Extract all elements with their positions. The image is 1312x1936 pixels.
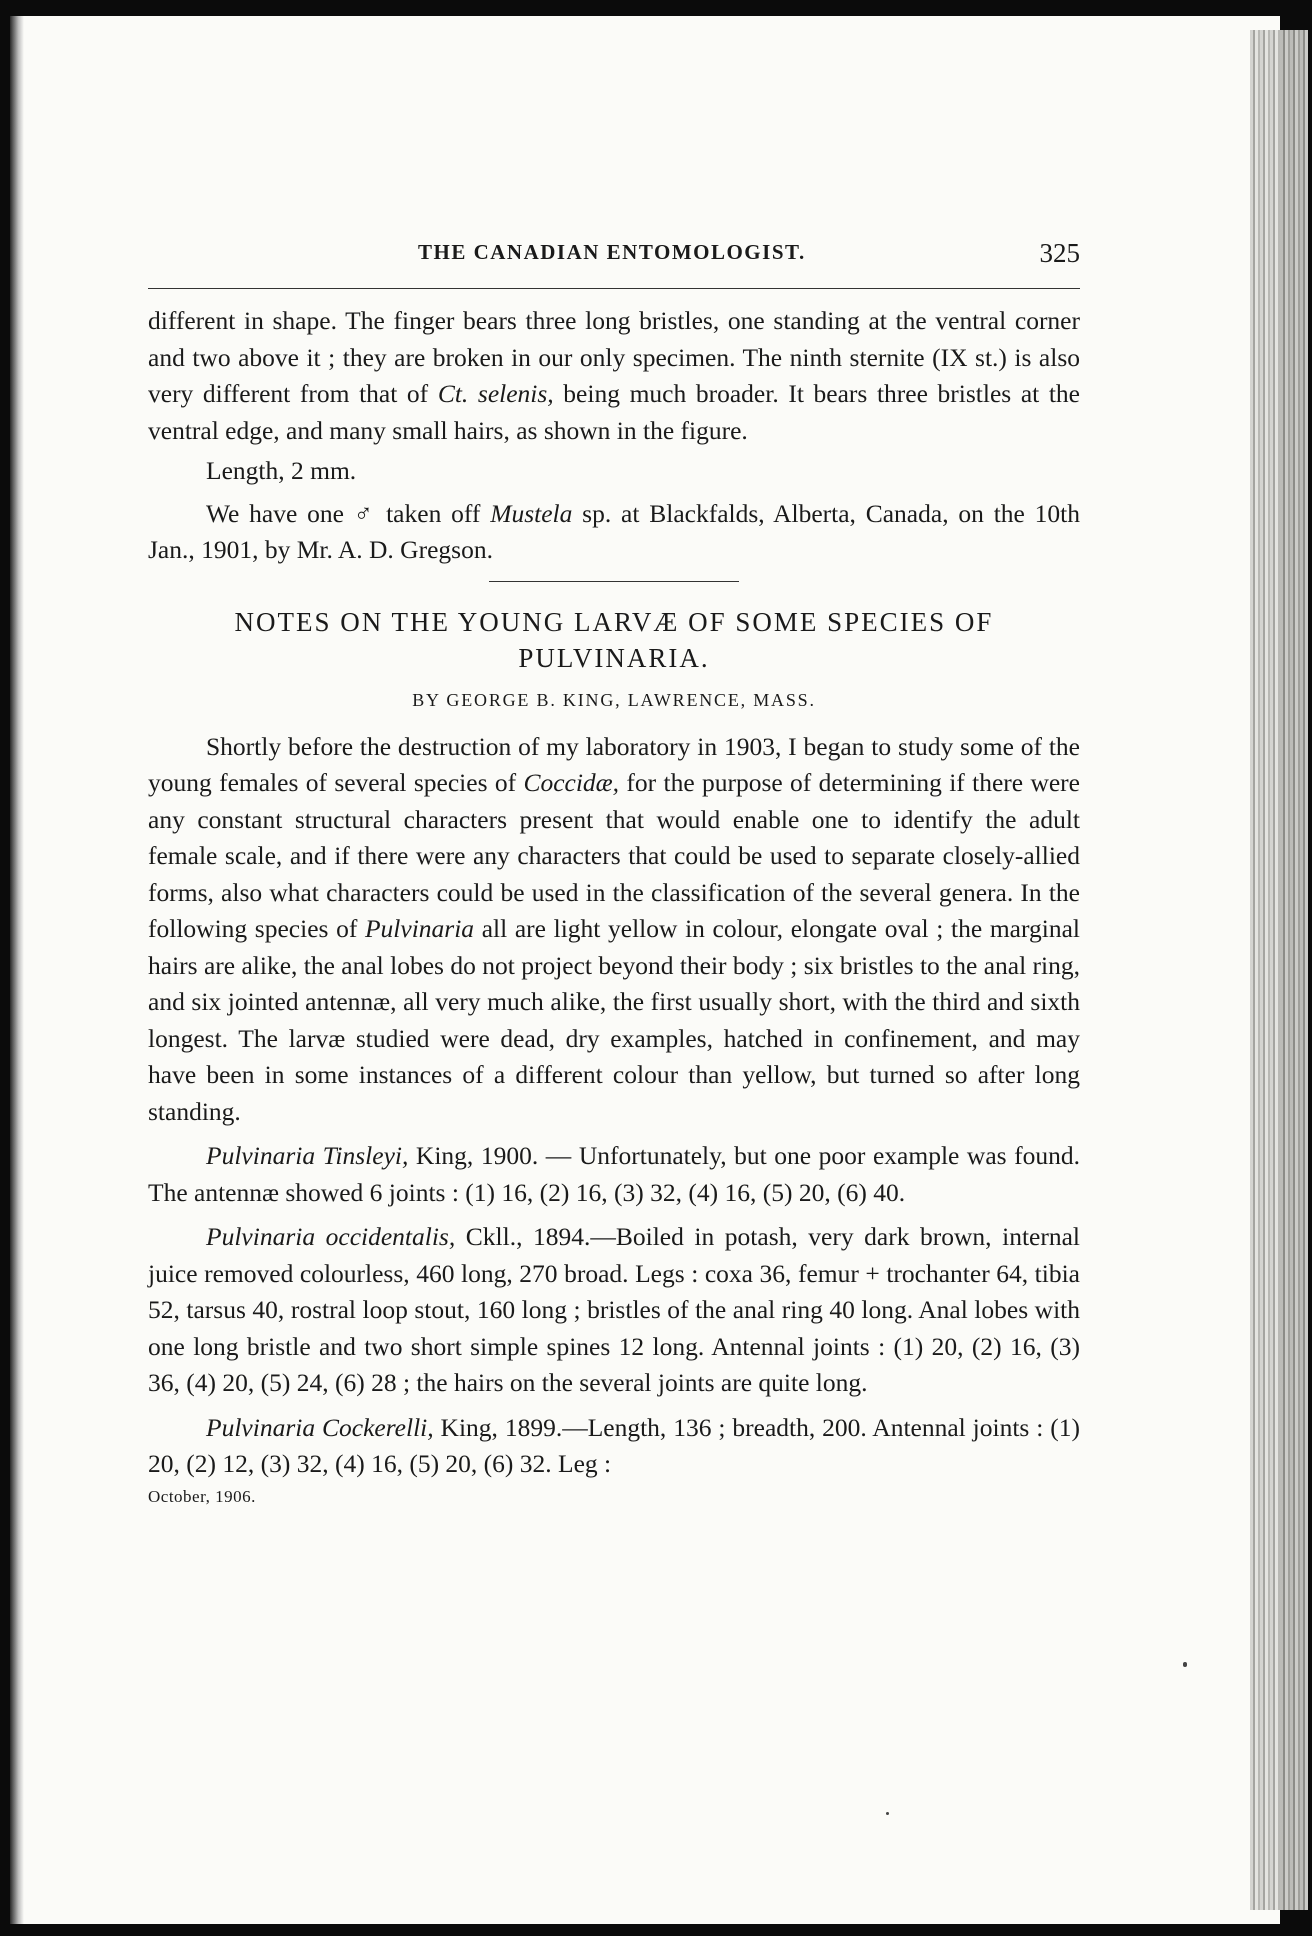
continuation-paragraph: different in shape. The finger bears three long bristles, one standing at the ventral corner and two above it ; they are broken in our only specimen. The ninth sternite (IX st.) is also very different from that of Ct. selenis, being much broader. It bears three bristles at the ventral edge, and many small hairs, as shown in the figure. — [148, 306, 1081, 445]
page-number: 325 — [1039, 238, 1080, 268]
document-page — [148, 232, 1080, 1507]
running-head — [148, 232, 1080, 272]
species-paragraph-tinsleyi: Pulvinaria Tinsleyi, King, 1900. — Unfortunately, but one poor example was found. The antennæ showed 6 joints : (1) 16, (2) 16, (3) 32, (4) 16, (5) 20, (6) 40. — [148, 1141, 1080, 1207]
scan-speck — [886, 1812, 889, 1815]
species-paragraph-occidentalis: Pulvinaria occidentalis, Ckll., 1894.—Boiled in potash, very dark brown, internal juice removed colourless, 460 long, 270 broad. Legs : coxa 36, femur + trochanter 64, tibia 52, tarsus 40, rostral loop stout, 160 long ; bristles of the anal ring 40 long. Anal lobes with one long bristle and two short simple spines 12 long. Antennal joints : (1) 20, (2) 16, (3) 36, (4) 20, (5) 24, (6) 28 ; the hairs on the several joints are quite long. — [148, 1222, 1080, 1397]
species-name: Pulvinaria occidentalis, — [206, 1222, 456, 1251]
signature-date: October, 1906. — [148, 1486, 256, 1506]
journal-title: THE CANADIAN ENTOMOLOGIST. — [418, 240, 806, 264]
header-rule — [148, 288, 1080, 289]
host-italic: Mustela — [490, 498, 573, 528]
scan-speck — [1183, 1662, 1187, 1667]
page-edge-stack — [1250, 30, 1308, 1910]
section-divider — [489, 581, 739, 582]
species-name: Pulvinaria Tinsleyi, — [206, 1141, 409, 1170]
article-byline: BY GEORGE B. KING, LAWRENCE, MASS. — [412, 689, 816, 710]
species-name: Pulvinaria Cockerelli, — [206, 1412, 434, 1442]
specimen-paragraph: We have one ♂ taken off Mustela sp. at Blackfalds, Alberta, Canada, on the 10th Jan., 1901, by Mr. A. D. Gregson. — [148, 498, 1080, 564]
page-binding-shadow — [10, 16, 24, 1924]
species-paragraph-cockerelli: Pulvinaria Cockerelli, King, 1899.—Length, 136 ; breadth, 200. Antennal joints : (1) 20, (2) 12, (3) 32, (4) 16, (5) 20, (6) 32. Leg : — [148, 1412, 1080, 1478]
intro-paragraph: Shortly before the destruction of my laboratory in 1903, I began to study some of the young females of several species of Coccidæ, for the purpose of determining if there were any constant structural characters present that would enable one to identify the adult female scale, and if there were any characters that could be used to separate closely-allied forms, also what characters could be used in the classification of the several genera. In the following species of Pulvinaria all are light yellow in colour, elongate oval ; the marginal hairs are alike, the anal lobes do not project beyond their body ; six bristles to the anal ring, and six jointed antennæ, all very much alike, the first usually short, with the third and sixth longest. The larvæ studied were dead, dry examples, hatched in confinement, and may have been in some instances of a different colour than yellow, but turned so after long standing. — [148, 731, 1080, 1126]
length-paragraph: Length, 2 mm. — [206, 456, 357, 485]
taxon-italic: Ct. selenis, — [437, 379, 554, 408]
article-title: NOTES ON THE YOUNG LARVÆ OF SOME SPECIES OF PULVINARIA. — [234, 606, 994, 673]
